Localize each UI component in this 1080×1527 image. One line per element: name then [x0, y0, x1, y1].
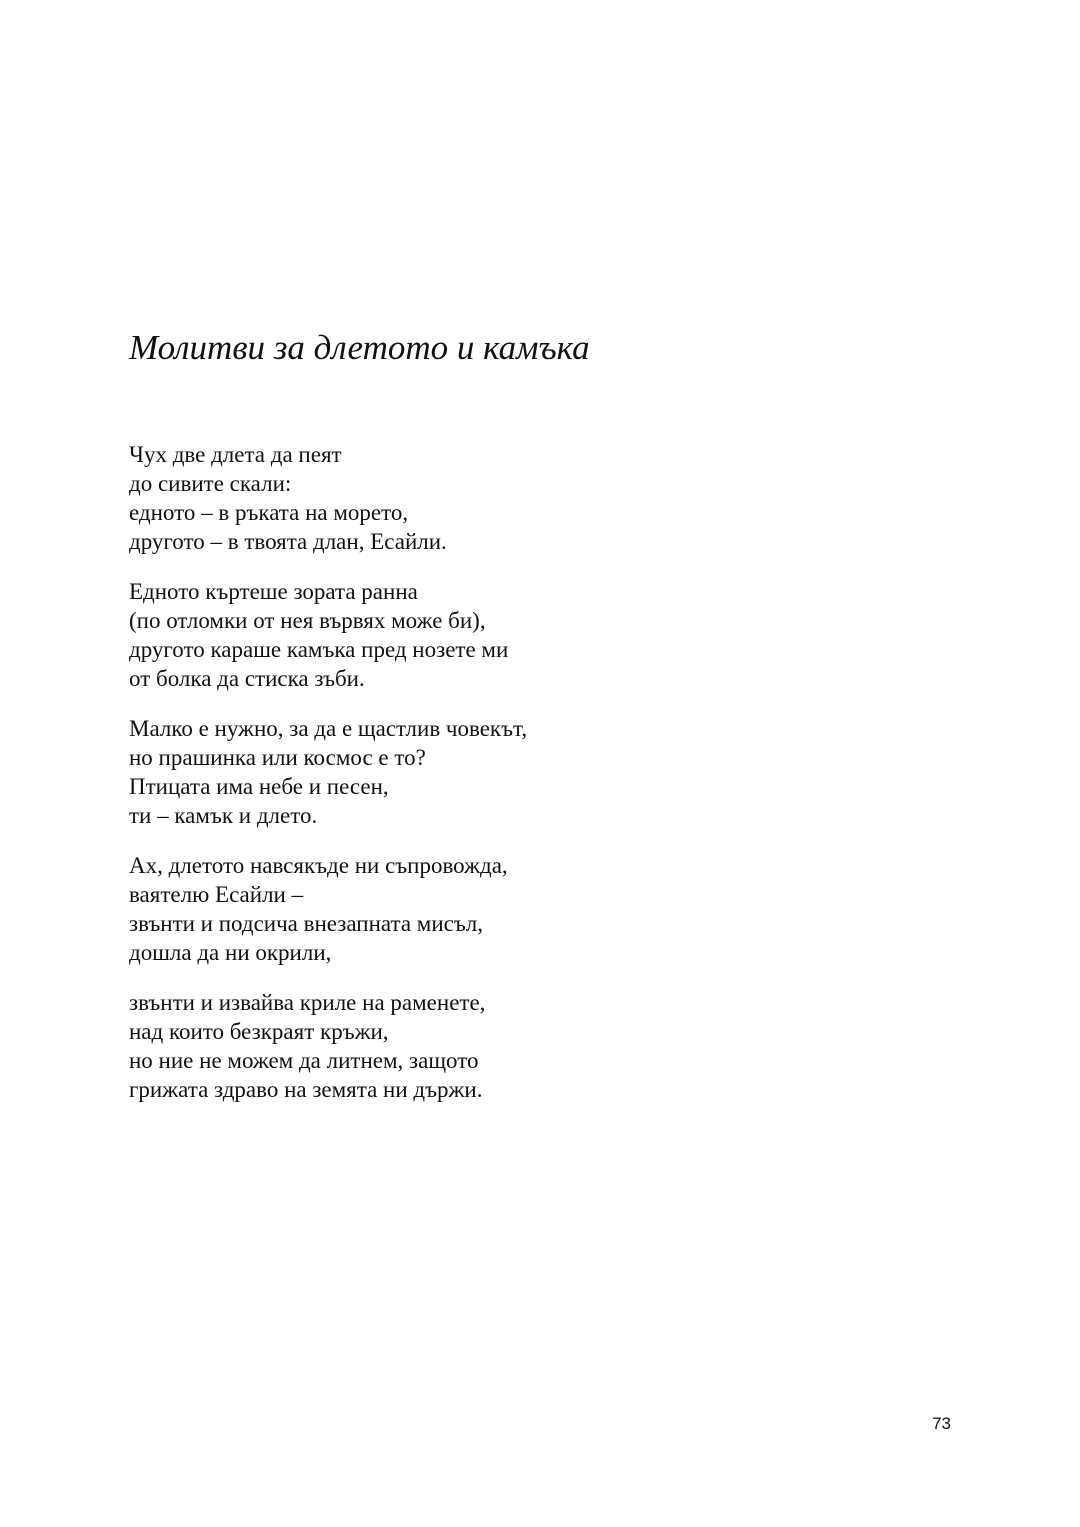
poem-line: грижата здраво на земята ни държи.: [129, 1077, 483, 1102]
poem-line: звънти и извайва криле на раменете,: [129, 990, 486, 1015]
page-number: 73: [932, 1414, 951, 1433]
poem-line: звънти и подсича внезапната мисъл,: [129, 911, 483, 936]
stanza-4: [129, 851, 929, 967]
poem-line: над които безкраят кръжи,: [129, 1019, 389, 1044]
poem-line: Чух две длета да пеят: [129, 442, 342, 467]
poem-body: [129, 440, 929, 1125]
poem-line: ти – камък и длето.: [129, 803, 318, 828]
poem-title: Молитви за длетото и камъка: [129, 328, 590, 367]
poem-line: другото – в твоята длан, Есайли.: [129, 529, 447, 554]
poem-line: другото караше камъка пред нозете ми: [129, 637, 509, 662]
poem-line: Птицата има небе и песен,: [129, 774, 389, 799]
stanza-1: [129, 440, 929, 556]
stanza-5: [129, 988, 929, 1104]
poem-line: дошла да ни окрили,: [129, 940, 332, 965]
poem-line: Малко е нужно, за да е щастлив човекът,: [129, 716, 528, 741]
stanza-2: [129, 577, 929, 693]
poem-line: Едното къртеше зората ранна: [129, 579, 418, 604]
poem-line: (по отломки от нея вървях може би),: [129, 608, 486, 633]
poem-line: но прашинка или космос е то?: [129, 745, 426, 770]
poem-line: но ние не можем да литнем, защото: [129, 1048, 479, 1073]
poem-line: едното – в ръката на морето,: [129, 500, 409, 525]
poem-line: от болка да стиска зъби.: [129, 666, 365, 691]
poem-line: ваятелю Есайли –: [129, 882, 304, 907]
poem-line: до сивите скали:: [129, 471, 292, 496]
poem-line: Ах, длетото навсякъде ни съпровожда,: [129, 853, 508, 878]
stanza-3: [129, 714, 929, 830]
